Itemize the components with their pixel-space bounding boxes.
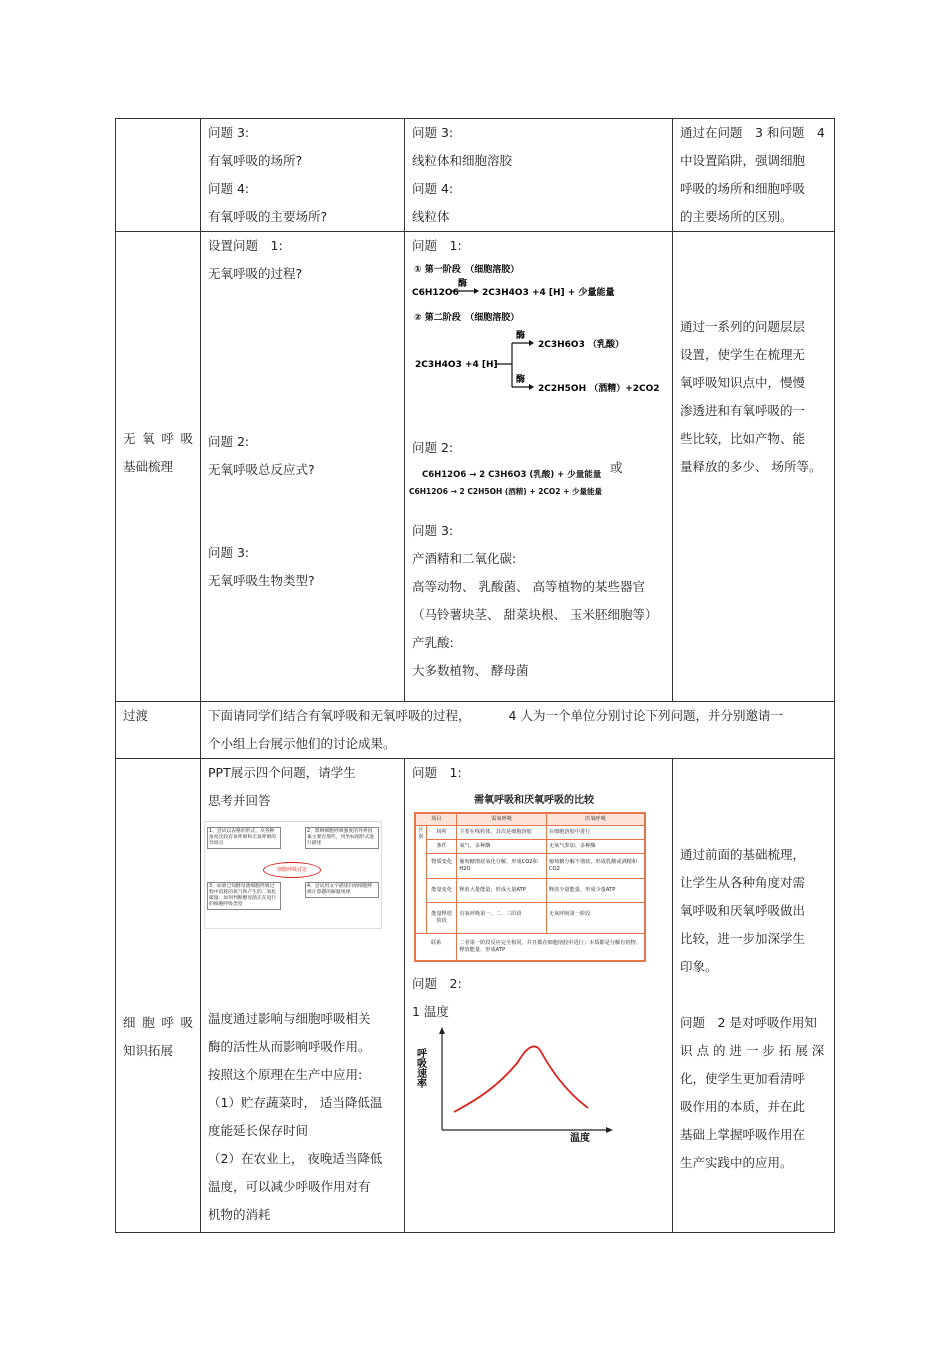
temperature-curve	[414, 1026, 620, 1144]
intent-line: 氧呼吸知识点中，慢慢	[680, 375, 806, 390]
answer-label: 问题 3:	[412, 125, 454, 140]
comparison-aerobic: 主要在线粒体，其次是细胞溶胶	[457, 826, 547, 840]
intent-line: 渗透进和有氧呼吸的一	[680, 403, 806, 418]
answer-cell	[405, 759, 673, 1233]
comparison-item: 能量变化	[427, 879, 457, 903]
answer-cell	[405, 232, 673, 702]
answer-cell	[405, 119, 673, 232]
header-anaerobic: 厌氧呼吸	[546, 813, 645, 826]
comparison-anaerobic: 在细胞溶胶中进行	[546, 826, 645, 840]
q2-line: 机物的消耗	[208, 1207, 271, 1222]
stage1-title: ① 第一阶段 （细胞溶胶）	[414, 265, 520, 275]
question-label: 问题 4:	[208, 181, 250, 196]
stage2-enzyme-lactic: 酶	[516, 331, 526, 341]
stage1-arrowhead	[474, 288, 479, 294]
discussion-mini-slide	[204, 821, 382, 929]
section-cell	[116, 232, 201, 702]
x-axis-arrow	[606, 1127, 613, 1133]
comparison-item: 场所	[427, 826, 457, 840]
q2-line: 按照这个原理在生产中应用:	[208, 1067, 363, 1082]
row-extension	[116, 759, 835, 1233]
stage1-enzyme: 酶	[458, 279, 468, 289]
comparison-header-row	[415, 813, 645, 826]
temperature-response-curve	[454, 1046, 588, 1112]
comparison-row	[415, 903, 645, 934]
q2-line: （2）在农业上， 夜晚适当降低	[208, 1151, 383, 1166]
equation-ethanol: C6H12O6 → 2 C2H5OH (酒精) + 2CO2 + 少量能量	[409, 487, 603, 496]
comparison-row	[415, 840, 645, 854]
transition-text-3: 个小组上台展示他们的讨论成果。	[208, 736, 396, 751]
intent-line: 让学生从各种角度对需	[680, 875, 806, 890]
answer-text: 线粒体和细胞溶胶	[412, 153, 513, 168]
anaerobic-stages-diagram	[412, 260, 666, 400]
comparison-figure	[414, 791, 654, 962]
question-text: 无氧呼吸的过程?	[208, 266, 303, 281]
comparison-link-row	[415, 934, 645, 962]
or-label: 或	[610, 460, 623, 475]
comparison-row	[415, 854, 645, 879]
comparison-aerobic: 葡萄糖彻底氧化分解，形成CO2和H2O	[457, 854, 547, 879]
answer-line: （马铃薯块茎、 甜菜块根、 玉米胚细胞等）	[412, 607, 658, 622]
transition-cell	[201, 702, 835, 759]
question-text: 无氧呼吸总反应式?	[208, 462, 315, 477]
curve-xlabel: 温度	[570, 1133, 590, 1144]
intent-line: 的主要场所的区别。	[680, 209, 793, 224]
comparison-link-text: 二者第一阶段反应完全相同，并且都在细胞溶胶中进行；本质都是分解有机物、释放能量、形成ATP	[457, 934, 645, 962]
section-title-line: 基础梳理	[123, 459, 174, 474]
answer-line: 高等动物、 乳酸菌、 高等植物的某些器官	[412, 579, 645, 594]
intent-line: 问题 2 是对呼吸作用知	[680, 1015, 817, 1030]
comparison-anaerobic: 无氧呼吸第一阶段	[546, 903, 645, 934]
transition-text-2: 4 人为一个单位分别讨论下列问题，并分别邀请一	[508, 708, 783, 723]
answer-label: 问题 4:	[412, 181, 454, 196]
section-title: 过渡	[123, 708, 149, 723]
mini-center: 细胞呼吸讨论	[263, 862, 321, 878]
comparison-anaerobic: 葡萄糖分解不彻底，形成乳酸或酒精和CO2	[546, 854, 645, 879]
lesson-plan-table	[115, 118, 835, 1233]
stage2-reactant: 2C3H4O3 +4 [H]	[415, 360, 498, 370]
curve-ylabel-line: 呼吸速率	[414, 1048, 426, 1088]
comparison-item: 条件	[427, 840, 457, 854]
stage2-arrowhead-lactic	[529, 340, 534, 346]
question-text: 无氧呼吸生物类型?	[208, 573, 315, 588]
comparison-link-item: 联系	[415, 934, 457, 962]
stage2-ethanol: 2C2H5OH （酒精）+2CO2	[538, 384, 660, 394]
answer-line: 产乳酸:	[412, 635, 454, 650]
stage2-enzyme-ethanol: 酶	[516, 375, 526, 385]
question-label: 问题 2:	[208, 434, 250, 449]
intent-line: 些比较，比如产物、能	[680, 431, 806, 446]
q2-line: 温度通过影响与细胞呼吸相关	[208, 1011, 371, 1026]
comparison-aerobic: 有氧呼吸第一、二、三阶段	[457, 903, 547, 934]
comparison-row	[415, 826, 645, 840]
intent-cell	[673, 759, 835, 1233]
section-title-line: 知识拓展	[123, 1043, 174, 1058]
section-title-line: 无 氧 呼 吸	[123, 431, 193, 446]
comparison-group: 区别	[415, 826, 427, 934]
stage2-title: ② 第二阶段 （细胞溶胶）	[414, 313, 520, 323]
question-label: 问题 3:	[208, 545, 250, 560]
q2-line: 度能延长保存时间	[208, 1123, 309, 1138]
section-cell	[116, 759, 201, 1233]
intent-line: 通过在问题 3 和问题 4	[680, 125, 825, 140]
intent-line: 化，使学生更加看清呼	[680, 1071, 806, 1086]
mini-box-2: 2、影响细胞呼吸强度的外界因素主要有那些，用坐标图形式进行描述	[305, 827, 379, 849]
intent-line: 识 点 的 进 一 步 拓 展 深	[680, 1043, 825, 1058]
header-aerobic: 需氧呼吸	[457, 813, 547, 826]
stage1-reactant: C6H12O6	[412, 288, 459, 298]
question-cell	[201, 759, 405, 1233]
transition-line	[208, 702, 827, 730]
equation-lactic: C6H12O6 → 2 C3H6O3 (乳酸) + 少量能量	[422, 470, 602, 480]
answer-text: 线粒体	[412, 209, 450, 224]
intent-line: 通过一系列的问题层层	[680, 319, 806, 334]
answer-label: 问题 2:	[412, 440, 454, 455]
total-equations	[409, 460, 665, 517]
answer-label: 问题 2:	[412, 976, 462, 991]
comparison-anaerobic: 释放少量能量，形成少量ATP	[546, 879, 645, 903]
intent-line: 氧呼吸和厌氧呼吸做出	[680, 903, 806, 918]
question-text: 有氧呼吸的主要场所?	[208, 209, 328, 224]
section-cell	[116, 702, 201, 759]
mini-box-4: 4、尝试用文字描述归纳细胞呼吸计算題的解题规律	[305, 882, 379, 898]
intent-cell	[673, 119, 835, 232]
row-anaerobic	[116, 232, 835, 702]
answer-label: 问题 3:	[412, 523, 454, 538]
ppt-intro-line: PPT展示四个问题，请学生	[208, 765, 356, 780]
intent-line: 生产实践中的应用。	[680, 1155, 793, 1170]
comparison-item: 物质变化	[427, 854, 457, 879]
comparison-item: 能量释放阶段	[427, 903, 457, 934]
section-cell-empty	[116, 119, 201, 232]
stage1-products: 2C3H4O3 +4 [H] + 少量能量	[482, 288, 615, 298]
header-item: 项目	[415, 813, 457, 826]
intent-line: 呼吸的场所和细胞呼吸	[680, 181, 806, 196]
y-axis-arrow	[439, 1027, 445, 1034]
q2-line: （1）贮存蔬菜时， 适当降低温	[208, 1095, 383, 1110]
intent-line: 基础上掌握呼吸作用在	[680, 1127, 806, 1142]
comparison-anaerobic: 无氧气参加、多种酶	[546, 840, 645, 854]
ppt-intro-line: 思考并回答	[208, 793, 271, 808]
answer-label: 问题 1:	[412, 765, 462, 780]
stage2-arrowhead-ethanol	[529, 384, 534, 390]
section-title-line: 细 胞 呼 吸	[123, 1015, 193, 1030]
answer-line: 大多数植物、 酵母菌	[412, 663, 529, 678]
intent-line: 设置，使学生在梳理无	[680, 347, 806, 362]
question-text: 有氧呼吸的场所?	[208, 153, 303, 168]
question-cell	[201, 232, 405, 702]
comparison-title: 需氧呼吸和厌氧呼吸的比较	[474, 795, 594, 806]
transition-text-1: 下面请同学们结合有氧呼吸和无氧呼吸的过程，	[208, 708, 471, 723]
question-label: 问题 3:	[208, 125, 250, 140]
question-label: 设置问题 1:	[208, 238, 283, 253]
intent-line: 比较，进一步加深学生	[680, 931, 806, 946]
intent-line: 吸作用的本质，并在此	[680, 1099, 806, 1114]
comparison-row	[415, 879, 645, 903]
intent-line: 通过前面的基础梳理，	[680, 847, 806, 862]
intent-line: 量释放的多少、 场所等。	[680, 459, 822, 474]
answer-sub: 1 温度	[412, 1004, 449, 1019]
mini-box-1: 1、尝试以表格的形式，从各种角度比较有氧呼吸和无氧呼吸的异同点	[207, 827, 281, 849]
q2-line: 酶的活性从而影响呼吸作用。	[208, 1039, 371, 1054]
intent-line: 印象。	[680, 959, 718, 974]
intent-cell	[673, 232, 835, 702]
intent-line: 中设置陷阱，强调细胞	[680, 153, 806, 168]
comparison-aerobic: 氧气、多种酶	[457, 840, 547, 854]
row-transition	[116, 702, 835, 759]
answer-label: 问题 1:	[412, 238, 462, 253]
stage2-lactic: 2C3H6O3 （乳酸）	[538, 340, 624, 350]
question-cell	[201, 119, 405, 232]
comparison-table	[414, 812, 646, 962]
row-aerobic-sites	[116, 119, 835, 232]
comparison-aerobic: 释放大量能量，形成大量ATP	[457, 879, 547, 903]
mini-box-3: 3、如果已知酵母菌细胞呼吸过程中消耗的氧气和产生的二氧化碳量，如何判断酵母菌正在进行的细胞呼吸类型	[207, 882, 281, 910]
answer-line: 产酒精和二氧化碳:	[412, 551, 517, 566]
q2-line: 温度，可以减少呼吸作用对有	[208, 1179, 371, 1194]
